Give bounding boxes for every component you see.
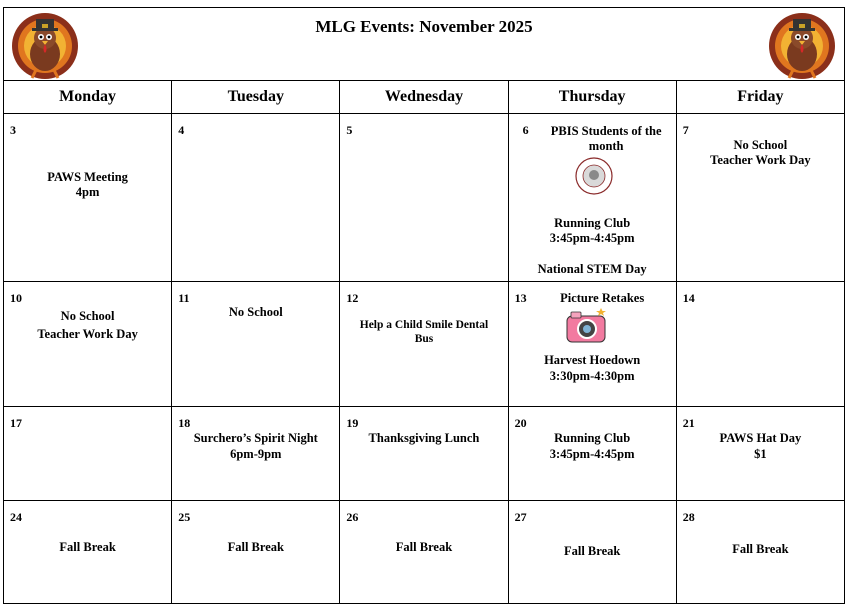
- day-number: 17: [10, 416, 22, 430]
- day-cell: [4, 501, 172, 604]
- day-cell: [4, 114, 172, 282]
- event-text: Fall Break: [395, 540, 453, 554]
- day-number: 21: [682, 416, 695, 430]
- event-text: No School: [228, 305, 283, 319]
- day-number: 18: [178, 416, 191, 430]
- calendar: [3, 7, 845, 604]
- day-cell: [676, 114, 844, 282]
- event-text: 6pm-9pm: [230, 447, 282, 461]
- event-text: Picture Retakes: [560, 291, 645, 305]
- event-text: No School: [60, 309, 115, 323]
- calendar-header: [3, 7, 845, 81]
- event-text: month: [588, 139, 624, 153]
- day-number: 10: [10, 291, 22, 305]
- day-cell: [340, 282, 508, 407]
- day-number: 7: [682, 123, 689, 137]
- day-cell: [508, 407, 676, 501]
- day-number: 14: [682, 291, 695, 305]
- day-number: 3: [10, 123, 16, 137]
- day-number: 12: [346, 291, 359, 305]
- day-cell: [172, 501, 340, 604]
- day-number: 4: [178, 123, 185, 137]
- event-text: $1: [754, 447, 767, 461]
- day-cell: [676, 282, 844, 407]
- day-cell: [508, 282, 676, 407]
- school-seal-icon: [574, 156, 614, 196]
- week-row: [4, 407, 845, 501]
- event-text: Thanksgiving Lunch: [368, 431, 480, 445]
- event-text: Fall Break: [227, 540, 284, 554]
- day-cell: [4, 407, 172, 501]
- week-row: [4, 501, 845, 604]
- day-number: 20: [514, 416, 527, 430]
- day-cell: [4, 282, 172, 407]
- event-text: 4pm: [75, 185, 100, 199]
- day-number: 19: [346, 416, 359, 430]
- day-number: 27: [514, 510, 527, 524]
- day-number: 28: [682, 510, 695, 524]
- day-number: 13: [514, 291, 527, 305]
- day-cell: [340, 114, 508, 282]
- day-number: 5: [346, 123, 353, 137]
- weekday-header: Wednesday: [340, 81, 508, 114]
- event-text: PBIS Students of the: [550, 124, 662, 138]
- day-number: 6: [522, 123, 529, 137]
- weekday-header: Tuesday: [172, 81, 340, 114]
- event-text: Teacher Work Day: [710, 153, 811, 167]
- weekday-header-row: [4, 81, 845, 114]
- event-text: Surchero’s Spirit Night: [193, 431, 318, 445]
- event-text: 3:45pm-4:45pm: [549, 231, 635, 245]
- event-text: Bus: [414, 333, 434, 345]
- day-number: 25: [178, 510, 191, 524]
- calendar-grid: [3, 80, 845, 604]
- event-text: Fall Break: [59, 540, 116, 554]
- weekday-header: Thursday: [508, 81, 676, 114]
- day-cell: [172, 407, 340, 501]
- event-text: PAWS Meeting: [47, 170, 128, 184]
- day-cell: [508, 501, 676, 604]
- day-cell: [676, 501, 844, 604]
- weekday-header: Friday: [676, 81, 844, 114]
- event-text: Fall Break: [732, 542, 789, 556]
- event-text: 3:30pm-4:30pm: [549, 369, 635, 383]
- weekday-header: Monday: [4, 81, 172, 114]
- event-text: National STEM Day: [537, 262, 647, 276]
- turkey-icon: [763, 10, 841, 82]
- day-cell: [172, 282, 340, 407]
- day-cell: [676, 407, 844, 501]
- day-number: 11: [178, 291, 190, 305]
- event-text: Running Club: [554, 216, 631, 230]
- event-text: Fall Break: [563, 544, 621, 558]
- event-text: Harvest Hoedown: [544, 353, 641, 367]
- week-row: [4, 282, 845, 407]
- event-text: Teacher Work Day: [37, 327, 138, 341]
- event-text: PAWS Hat Day: [719, 431, 802, 445]
- event-text: Help a Child Smile Dental: [359, 319, 489, 331]
- week-row: [4, 114, 845, 282]
- event-text: 3:45pm-4:45pm: [549, 447, 635, 461]
- day-cell: [172, 114, 340, 282]
- day-cell: [340, 501, 508, 604]
- event-text: Running Club: [554, 431, 631, 445]
- day-cell: [340, 407, 508, 501]
- day-cell: [508, 114, 676, 282]
- day-number: 24: [10, 510, 22, 524]
- camera-icon: [565, 307, 609, 345]
- page-title: MLG Events: November 2025: [315, 17, 533, 36]
- day-number: 26: [346, 510, 359, 524]
- event-text: No School: [733, 138, 788, 152]
